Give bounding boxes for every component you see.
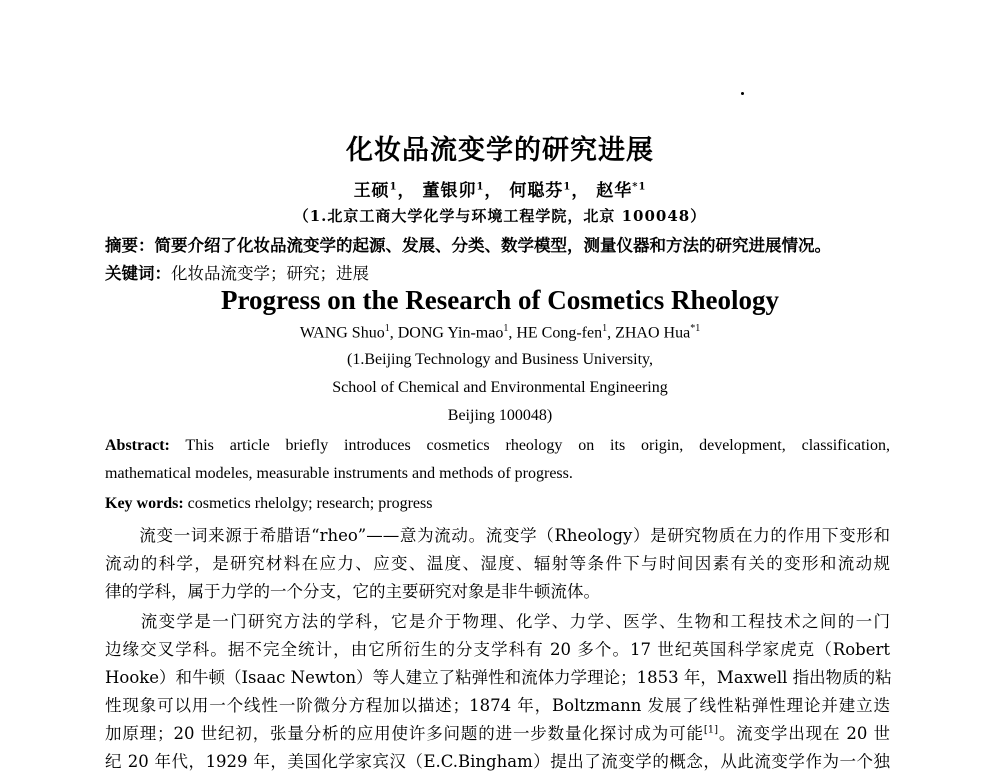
body-line: 性现象可以用一个线性一阶微分方程加以描述；1874 年，Boltzmann 发展了线性粘弹性理论并建立迭 [105,696,890,715]
abstract-cn-text: 简要介绍了化妆品流变学的起源、发展、分类、数学模型，测量仪器和方法的研究进展情况。 [154,236,831,255]
author-en: WANG Shuo [299,324,385,342]
body-line-8 [105,720,890,744]
authors-en [0,323,1000,342]
body-line: 流变一词来源于希腊语“rheo”——意为流动。流变学（Rheology）是研究物质在力的作用下变形和 [105,526,890,545]
author-en: DONG Yin-mao [397,324,504,342]
authors-cn: 王硕$^1$， 董银卯$^1$， 何聪芬$^1$， 赵华$^{*1}$ [353,181,647,201]
affiliation-cn: （1.北京工商大学化学与环境工程学院，北京 100048） [293,207,707,225]
author-sep: , [607,324,616,342]
author-mark: 1 [563,181,572,193]
body-text: 。流变学出现在 20 世 [717,724,890,743]
affiliation-en-line1: (1.Beijing Technology and Business University, [347,351,653,368]
author-en: HE Cong-fen [516,324,603,342]
keywords-cn-text: 化妆品流变学；研究；进展 [171,264,369,283]
author-cn: 何聪芬 [509,181,564,201]
keywords-en [105,495,890,513]
title-en: Progress on the Research of Cosmetics Rheology [221,285,779,315]
body-line: Hooke）和牛顿（Isaac Newton）等人建立了粘弹性和流体力学理论；1853 年，Maxwell 指出物质的粘 [105,668,892,687]
author-mark: *1 [690,323,701,334]
body-line: 边缘交叉学科。据不完全统计，由它所衍生的分支学科有 20 多个。17 世纪英国科学家虎克（Robert [105,640,890,659]
stray-dot [741,92,744,95]
keywords-cn-label: 关键词： [105,264,171,283]
author-mark: *1 [632,181,647,193]
abstract-en-text: This article briefly introduces cosmetics rheology on its origin, development, classification, [169,437,890,454]
author-mark: 1 [389,181,398,193]
author-cn: 赵华 [596,181,633,201]
author-mark: 1 [503,323,509,334]
keywords-en-text: cosmetics rhelolgy; research; progress [183,495,433,512]
body-line: 流变学是一门研究方法的学科，它是介于物理、化学、力学、医学、生物和工程技术之间的一门 [105,612,890,631]
abstract-cn-label: 摘要： [105,236,155,255]
author-mark: 1 [384,323,390,334]
abstract-cn [105,232,890,256]
author-cn: 王硕 [353,181,390,201]
author-mark: 1 [602,323,608,334]
affiliation-en-line2: School of Chemical and Environmental Engineering [332,379,668,396]
keywords-cn [105,260,890,284]
body-line: 律的学科，属于力学的一个分支，它的主要研究对象是非牛顿流体。 [105,582,600,601]
body-line: 纪 20 年代，1929 年，美国化学家宾汉（E.C.Bingham）提出了流变学的概念，从此流变学作为一个独 [105,752,890,771]
abstract-en-line2: mathematical modeles, measurable instruments and methods of progress. [105,465,573,482]
title-cn: 化妆品流变学的研究进展 [346,135,654,166]
author-sep: , [389,324,398,342]
author-mark: 1 [476,181,485,193]
body-line: 流动的科学，是研究材料在应力、应变、温度、湿度、辐射等条件下与时间因素有关的变形和流动规 [105,554,890,573]
body-text: 加原理；20 世纪初，张量分析的应用使许多问题的进一步数量化探讨成为可能 [105,724,704,743]
author-sep: , [508,324,517,342]
keywords-en-label: Key words: [105,495,184,512]
abstract-en-line1 [105,437,890,455]
author-cn: 董银卯 [422,181,477,201]
abstract-en-label: Abstract: [105,437,170,454]
author-en: ZHAO Hua [615,324,691,342]
citation-ref: [1] [703,724,718,736]
affiliation-en-line3: Beijing 100048) [447,407,553,424]
